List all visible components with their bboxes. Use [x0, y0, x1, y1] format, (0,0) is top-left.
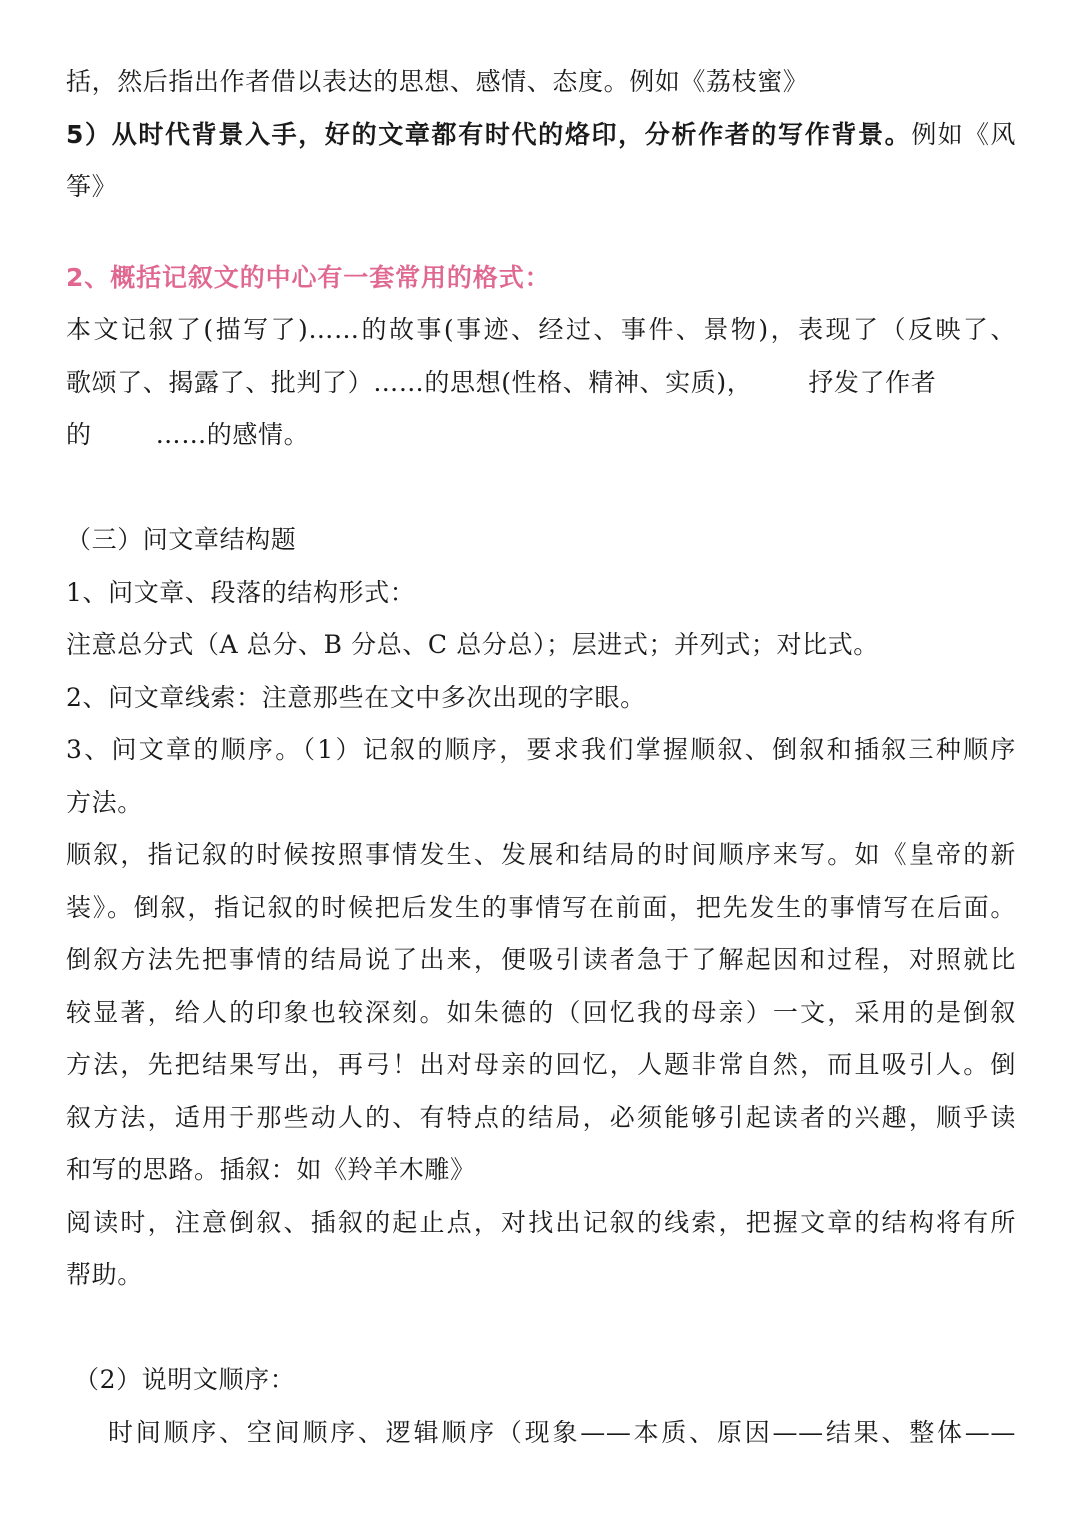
- text-line: 帮助。: [66, 1260, 143, 1289]
- document-body: [66, 56, 1016, 1459]
- text-segment: 抒发了作者: [808, 367, 937, 397]
- text-line: 方法。: [66, 787, 143, 817]
- text-segment: 歌颂了、揭露了、批判了）……的思想(性格、精神、实质)，: [66, 367, 753, 397]
- text-line: 顺叙，指记叙的时候按照事情发生、发展和结局的时间顺序来写。如《皇帝的新: [66, 840, 1016, 869]
- text-line: 方法，先把结果写出，再弓！出对母亲的回忆，人题非常自然，而且吸引人。倒: [66, 1050, 1016, 1079]
- text-line: 1、问文章、段落的结构形式：: [66, 577, 416, 607]
- text-line: 较显著，给人的印象也较深刻。如朱德的（回忆我的母亲）一文，采用的是倒叙: [66, 997, 1016, 1027]
- text-line: 时间顺序、空间顺序、逻辑顺序（现象——本质、原因——结果、整体——: [108, 1417, 1016, 1447]
- text-line: 装》。倒叙，指记叙的时候把后发生的事情写在前面，把先发生的事情写在后面。: [66, 892, 1016, 922]
- text-line: 本文记叙了(描写了)……的故事(事迹、经过、事件、景物)，表现了（反映了、: [66, 315, 1016, 344]
- text-line: 叙方法，适用于那些动人的、有特点的结局，必须能够引起读者的兴趣，顺乎读: [66, 1102, 1016, 1132]
- text-line: 2、问文章线索：注意那些在文中多次出现的字眼。: [66, 682, 646, 712]
- subsection-title: （2）说明文顺序：: [74, 1365, 296, 1394]
- text-line: 倒叙方法先把事情的结局说了出来，便吸引读者急于了解起因和过程，对照就比: [66, 945, 1016, 974]
- bold-text: 5）从时代背景入手，好的文章都有时代的烙印，分析作者的写作背景。: [66, 119, 912, 149]
- section-title: （三）问文章结构题: [66, 525, 297, 554]
- text-segment: 的: [66, 420, 92, 449]
- text-segment: ……的感情。: [155, 420, 310, 449]
- spacer: [66, 462, 1016, 515]
- text-line: 筝》: [66, 172, 118, 201]
- spacer: [66, 1302, 1016, 1355]
- text-line: [66, 357, 1016, 410]
- spacer: [66, 214, 1016, 252]
- section-heading: 2、概括记叙文的中心有一套常用的格式：: [66, 262, 551, 292]
- text-line: [66, 409, 1016, 462]
- text-line: 阅读时，注意倒叙、插叙的起止点，对找出记叙的线索，把握文章的结构将有所: [66, 1207, 1016, 1237]
- text-line-bold-mixed: [66, 109, 1016, 162]
- text-line: 和写的思路。插叙：如《羚羊木雕》: [66, 1155, 476, 1184]
- text-line: 3、问文章的顺序。（1）记叙的顺序，要求我们掌握顺叙、倒叙和插叙三种顺序: [66, 735, 1016, 764]
- text-line: 括，然后指出作者借以表达的思想、感情、态度。例如《荔枝蜜》: [66, 67, 809, 96]
- normal-text: 例如《风: [911, 119, 1016, 149]
- text-line: 注意总分式（A 总分、B 分总、C 总分总）；层进式；并列式；对比式。: [66, 630, 879, 659]
